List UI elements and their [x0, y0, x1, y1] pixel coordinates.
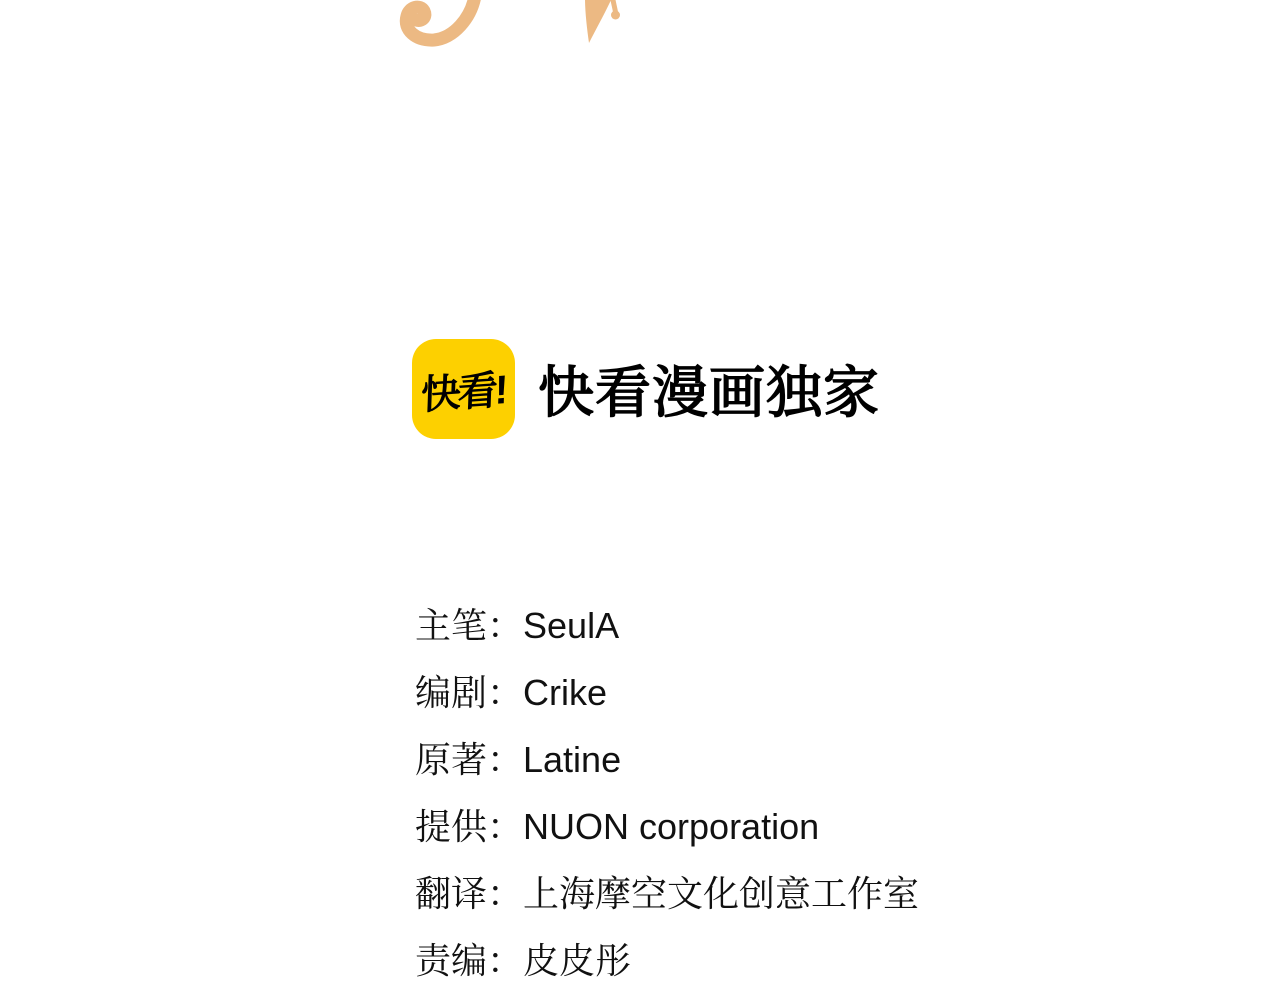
script-flourish-icon — [398, 0, 638, 50]
credit-row — [415, 740, 919, 780]
flourish-dot — [611, 11, 620, 20]
kuaikan-app-icon — [412, 339, 515, 439]
publisher-exclusive-label: 快看漫画独家 — [538, 361, 880, 424]
credit-row — [415, 941, 919, 981]
flourish-tail — [613, 0, 616, 12]
credit-row — [415, 807, 919, 847]
credit-value: Latine — [523, 739, 622, 780]
credit-value: NUON corporation — [523, 806, 820, 847]
publisher-row — [412, 339, 880, 439]
credit-value: Crike — [523, 672, 608, 713]
credits-list — [415, 606, 919, 1000]
credit-value: 上海摩空文化创意工作室 — [523, 873, 920, 914]
credit-label: 翻译： — [415, 873, 524, 914]
kuaikan-icon-text: 快看! — [420, 367, 507, 418]
credit-label: 原著： — [415, 739, 524, 780]
credit-label: 责编： — [415, 940, 524, 981]
credit-row — [415, 673, 919, 713]
credit-label: 编剧： — [415, 672, 524, 713]
credit-row — [415, 606, 919, 646]
flourish-wedge — [585, 0, 612, 43]
credit-row — [415, 874, 919, 914]
credit-label: 提供： — [415, 806, 524, 847]
credit-value: SeulA — [523, 605, 620, 646]
credit-label: 主笔： — [415, 605, 524, 646]
credit-value: 皮皮彤 — [523, 940, 632, 981]
flourish-swash — [406, 0, 475, 40]
